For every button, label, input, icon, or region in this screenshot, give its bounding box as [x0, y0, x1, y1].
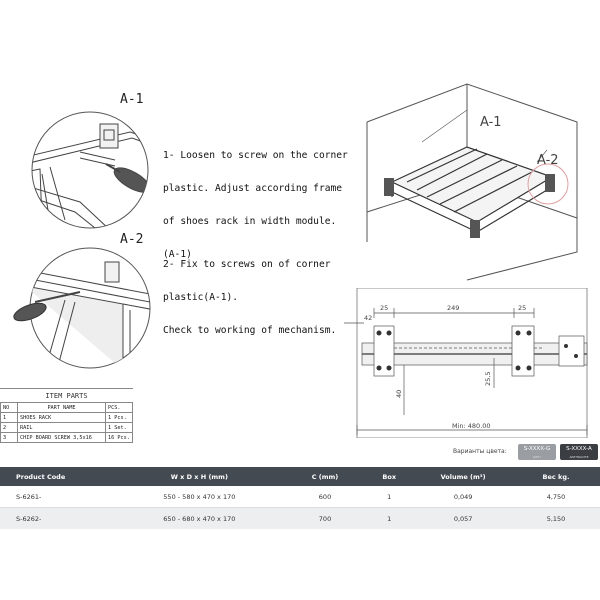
color-variants-label: Варианты цвета: — [453, 448, 507, 455]
dim-side-left: 42 — [364, 314, 373, 322]
step-2-label: A-2 — [120, 232, 144, 247]
variant-sub: ANTHRACITE — [569, 455, 589, 459]
header-cell: Box — [364, 467, 414, 486]
header-cell: Product Code — [0, 467, 113, 486]
dim-height-mid: 25,5 — [484, 371, 492, 386]
dim-top-right: 25 — [518, 304, 527, 312]
table-cell: S-6261- — [0, 486, 113, 508]
table-cell: 1 Set. — [106, 423, 133, 433]
table-row — [1, 433, 133, 443]
item-parts-title: ITEM PARTS — [0, 388, 133, 403]
color-variant-grey — [518, 444, 556, 460]
header-cell: C (mm) — [286, 467, 365, 486]
table-row — [1, 413, 133, 423]
variant-sub: GREY — [532, 455, 542, 459]
item-parts-table — [0, 402, 133, 443]
iso-label-a1: A-1 — [480, 115, 502, 130]
header-cell: PCS. — [106, 403, 133, 413]
table-cell: 550 - 580 x 470 x 170 — [113, 486, 286, 508]
table-header-row — [1, 403, 133, 413]
table-cell: 1 Pcs. — [106, 413, 133, 423]
table-row — [1, 423, 133, 433]
table-cell: 5,150 — [512, 508, 600, 530]
table-cell: 4,750 — [512, 486, 600, 508]
variant-code: S-XXXX-G — [523, 446, 551, 452]
table-cell: SHOES RACK — [18, 413, 106, 423]
header-cell: Вес kg. — [512, 467, 600, 486]
detail-a1-illustration — [20, 102, 170, 232]
product-table — [0, 467, 600, 529]
table-cell: 1 — [1, 413, 18, 423]
dimension-drawing — [344, 288, 600, 438]
iso-label-a2: A-2 — [537, 153, 559, 168]
table-cell: 700 — [286, 508, 365, 530]
table-cell: CHIP BOARD SCREW 3,5x16 — [18, 433, 106, 443]
color-variant-anthracite — [560, 444, 598, 460]
dim-bottom: Min: 480.00 — [452, 422, 491, 430]
dim-top-left: 25 — [380, 304, 389, 312]
table-row — [0, 486, 600, 508]
table-cell: RAIL — [18, 423, 106, 433]
table-cell: 0,049 — [414, 486, 512, 508]
header-cell: PART NAME — [18, 403, 106, 413]
table-cell: 3 — [1, 433, 18, 443]
step-1-label: A-1 — [120, 92, 144, 107]
table-cell: 0,057 — [414, 508, 512, 530]
dim-height-left: 40 — [395, 389, 403, 398]
table-cell: 650 - 680 x 470 x 170 — [113, 508, 286, 530]
step-1-instructions: 1- Loosen to screw on the corner plastic. Adjust according frame of shoes rack in width module. (A-1) — [163, 150, 348, 260]
table-row — [0, 508, 600, 530]
detail-a2-illustration — [5, 240, 165, 380]
header-cell: W x D x H (mm) — [113, 467, 286, 486]
table-cell: S-6262- — [0, 508, 113, 530]
product-table-header — [0, 467, 600, 486]
table-cell: 1 — [364, 486, 414, 508]
table-cell: 2 — [1, 423, 18, 433]
table-cell: 600 — [286, 486, 365, 508]
header-cell: Volume (m³) — [414, 467, 512, 486]
isometric-cabinet-drawing — [362, 82, 600, 282]
header-cell: NO — [1, 403, 18, 413]
table-cell: 16 Pcs. — [106, 433, 133, 443]
step-2-instructions: 2- Fix to screws on of corner plastic(A-1). Check to working of mechanism. — [163, 259, 337, 336]
variant-code: S-XXXX-A — [566, 446, 592, 452]
dim-top-mid: 249 — [447, 304, 460, 312]
table-cell: 1 — [364, 508, 414, 530]
